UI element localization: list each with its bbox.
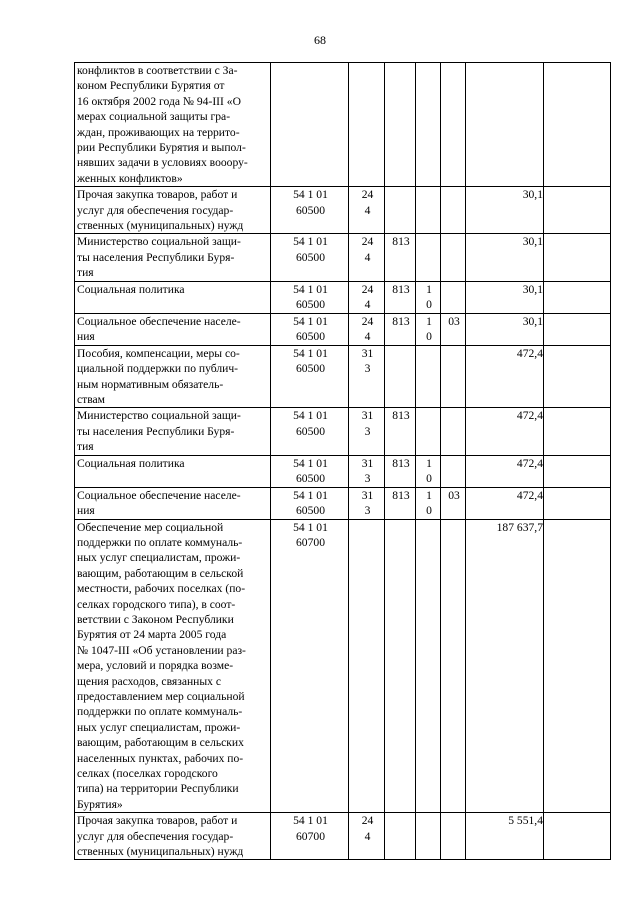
target-article-cell: 54 1 01 60500 bbox=[271, 187, 349, 234]
row-name-cell: конфликтов в соответствии с За- коном Республики Бурятия от 16 октября 2002 года № 94-III «О мерах социальной защиты гра- ждан, проживающих на террито- рии Республики Бурятия и выпол- нявших задачи в условиях вооору- женных конфликтов» bbox=[75, 63, 271, 187]
row-name-cell: Социальная политика bbox=[75, 455, 271, 487]
empty-cell bbox=[544, 519, 611, 813]
amount-cell bbox=[466, 63, 544, 187]
target-article-cell bbox=[271, 63, 349, 187]
row-name-cell: Министерство социальной защи- ты населения Республики Буря- тия bbox=[75, 408, 271, 455]
subsection-cell: 03 bbox=[441, 313, 466, 345]
section-cell: 1 0 bbox=[416, 487, 441, 519]
section-cell: 1 0 bbox=[416, 455, 441, 487]
empty-cell bbox=[544, 187, 611, 234]
table-row bbox=[75, 408, 611, 455]
empty-cell bbox=[544, 63, 611, 187]
target-article-cell: 54 1 01 60500 bbox=[271, 455, 349, 487]
row-name-cell: Социальная политика bbox=[75, 281, 271, 313]
empty-cell bbox=[544, 455, 611, 487]
amount-cell: 30,1 bbox=[466, 281, 544, 313]
section-cell: 1 0 bbox=[416, 281, 441, 313]
subsection-cell bbox=[441, 345, 466, 408]
empty-cell bbox=[544, 234, 611, 281]
empty-cell bbox=[544, 487, 611, 519]
target-article-cell: 54 1 01 60500 bbox=[271, 234, 349, 281]
ministry-code-cell bbox=[385, 519, 416, 813]
table-row bbox=[75, 187, 611, 234]
row-name-cell: Министерство социальной защи- ты населения Республики Буря- тия bbox=[75, 234, 271, 281]
section-cell: 1 0 bbox=[416, 313, 441, 345]
expense-type-cell: 31 3 bbox=[349, 345, 385, 408]
row-name-cell: Прочая закупка товаров, работ и услуг для обеспечения государ- ственных (муниципальных) нужд bbox=[75, 813, 271, 860]
empty-cell bbox=[544, 281, 611, 313]
expense-type-cell: 24 4 bbox=[349, 234, 385, 281]
section-cell bbox=[416, 187, 441, 234]
subsection-cell bbox=[441, 813, 466, 860]
ministry-code-cell bbox=[385, 63, 416, 187]
row-name-cell: Прочая закупка товаров, работ и услуг для обеспечения государ- ственных (муниципальных) нужд bbox=[75, 187, 271, 234]
target-article-cell: 54 1 01 60500 bbox=[271, 345, 349, 408]
expense-type-cell: 24 4 bbox=[349, 281, 385, 313]
subsection-cell bbox=[441, 281, 466, 313]
amount-cell: 472,4 bbox=[466, 408, 544, 455]
subsection-cell bbox=[441, 187, 466, 234]
target-article-cell: 54 1 01 60700 bbox=[271, 813, 349, 860]
page-number: 68 bbox=[314, 33, 326, 47]
empty-cell bbox=[544, 313, 611, 345]
ministry-code-cell: 813 bbox=[385, 487, 416, 519]
expense-type-cell: 31 3 bbox=[349, 487, 385, 519]
section-cell bbox=[416, 63, 441, 187]
empty-cell bbox=[544, 345, 611, 408]
subsection-cell bbox=[441, 234, 466, 281]
target-article-cell: 54 1 01 60500 bbox=[271, 408, 349, 455]
section-cell bbox=[416, 345, 441, 408]
table-row bbox=[75, 519, 611, 813]
section-cell bbox=[416, 519, 441, 813]
ministry-code-cell bbox=[385, 187, 416, 234]
expense-type-cell bbox=[349, 519, 385, 813]
subsection-cell bbox=[441, 455, 466, 487]
section-cell bbox=[416, 813, 441, 860]
subsection-cell bbox=[441, 519, 466, 813]
table-row bbox=[75, 281, 611, 313]
table-row bbox=[75, 487, 611, 519]
empty-cell bbox=[544, 408, 611, 455]
target-article-cell: 54 1 01 60500 bbox=[271, 487, 349, 519]
budget-table bbox=[74, 62, 611, 860]
target-article-cell: 54 1 01 60700 bbox=[271, 519, 349, 813]
section-cell bbox=[416, 234, 441, 281]
ministry-code-cell: 813 bbox=[385, 281, 416, 313]
amount-cell: 5 551,4 bbox=[466, 813, 544, 860]
expense-type-cell: 24 4 bbox=[349, 187, 385, 234]
ministry-code-cell bbox=[385, 813, 416, 860]
ministry-code-cell: 813 bbox=[385, 313, 416, 345]
expense-type-cell bbox=[349, 63, 385, 187]
target-article-cell: 54 1 01 60500 bbox=[271, 313, 349, 345]
expense-type-cell: 31 3 bbox=[349, 408, 385, 455]
row-name-cell: Социальное обеспечение населе- ния bbox=[75, 487, 271, 519]
ministry-code-cell bbox=[385, 345, 416, 408]
amount-cell: 30,1 bbox=[466, 234, 544, 281]
subsection-cell: 03 bbox=[441, 487, 466, 519]
row-name-cell: Пособия, компенсации, меры со- циальной поддержки по публич- ным нормативным обязатель- ствам bbox=[75, 345, 271, 408]
table-row bbox=[75, 313, 611, 345]
empty-cell bbox=[544, 813, 611, 860]
target-article-cell: 54 1 01 60500 bbox=[271, 281, 349, 313]
table-row bbox=[75, 234, 611, 281]
table-row bbox=[75, 813, 611, 860]
expense-type-cell: 24 4 bbox=[349, 313, 385, 345]
table-row bbox=[75, 345, 611, 408]
amount-cell: 187 637,7 bbox=[466, 519, 544, 813]
expense-type-cell: 24 4 bbox=[349, 813, 385, 860]
table-row bbox=[75, 455, 611, 487]
expense-type-cell: 31 3 bbox=[349, 455, 385, 487]
amount-cell: 30,1 bbox=[466, 187, 544, 234]
row-name-cell: Обеспечение мер социальной поддержки по оплате коммуналь- ных услуг специалистам, прожи- вающим, работающим в сельской местности, рабочих поселках (по- селках городского типа), в соот- ветствии с Законом Республики Бурятия от 24 марта 2005 года № 1047-III «Об установлении раз- мера, условий и порядка возме- щения расходов, связанных с предоставлением мер социальной поддержки по оплате коммуналь- ных услуг специалистам, прожи- вающим, работающим в сельских населенных пунктах, рабочих по- селках (поселках городского типа) на территории Республики Бурятия» bbox=[75, 519, 271, 813]
ministry-code-cell: 813 bbox=[385, 234, 416, 281]
amount-cell: 472,4 bbox=[466, 487, 544, 519]
ministry-code-cell: 813 bbox=[385, 455, 416, 487]
row-name-cell: Социальное обеспечение населе- ния bbox=[75, 313, 271, 345]
subsection-cell bbox=[441, 63, 466, 187]
table-row bbox=[75, 63, 611, 187]
amount-cell: 472,4 bbox=[466, 345, 544, 408]
section-cell bbox=[416, 408, 441, 455]
amount-cell: 472,4 bbox=[466, 455, 544, 487]
amount-cell: 30,1 bbox=[466, 313, 544, 345]
ministry-code-cell: 813 bbox=[385, 408, 416, 455]
subsection-cell bbox=[441, 408, 466, 455]
